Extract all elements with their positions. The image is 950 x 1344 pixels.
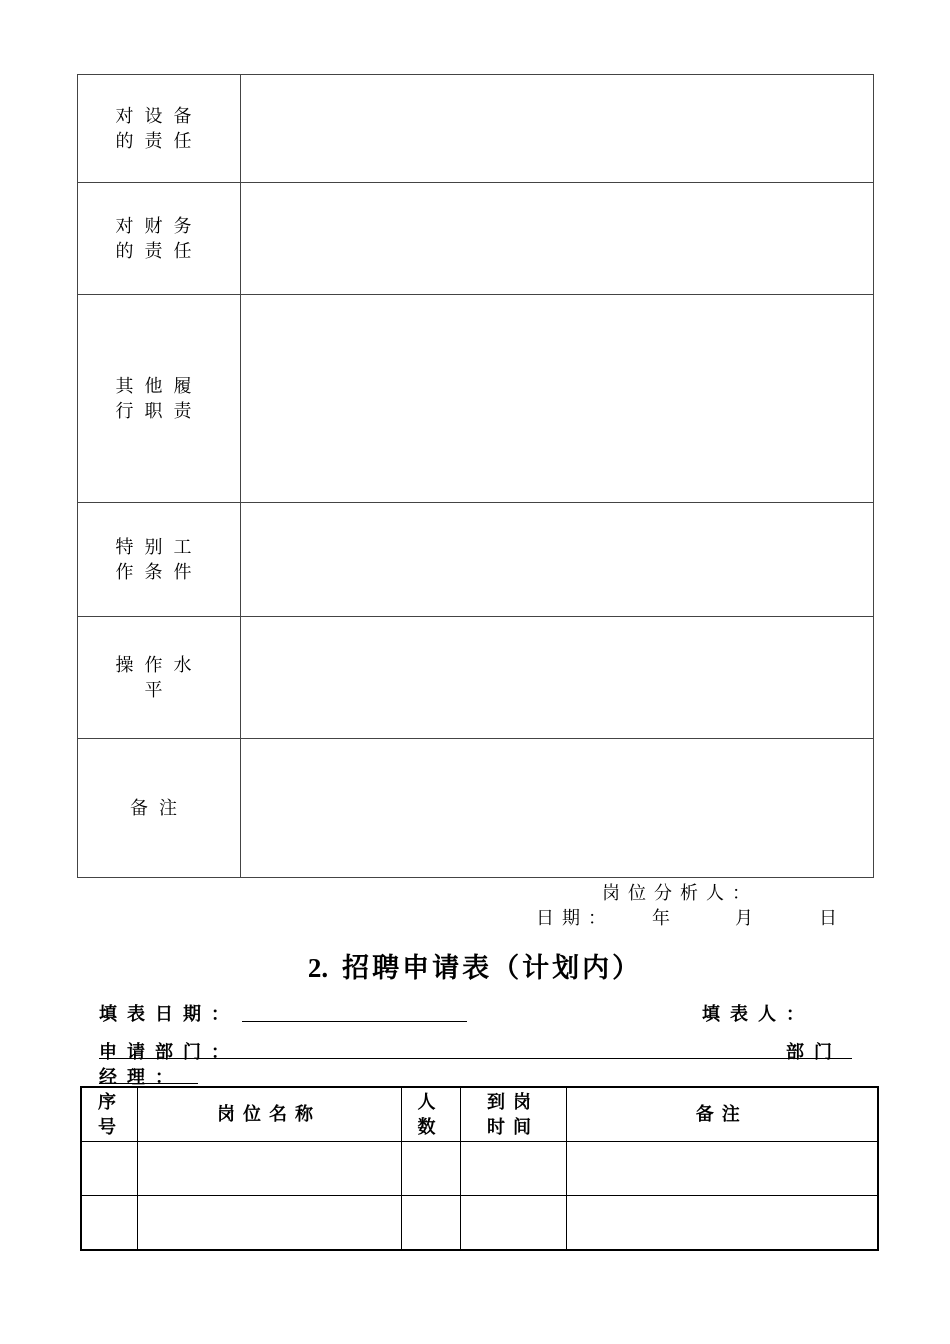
row-remarks bbox=[78, 739, 874, 878]
row-special-conditions bbox=[78, 503, 874, 617]
header-headcount bbox=[401, 1087, 460, 1142]
header-start-time bbox=[460, 1087, 566, 1142]
label-line: 其他履 bbox=[115, 375, 203, 397]
dept-manager-label: 部门 bbox=[786, 1042, 842, 1063]
date-year-label: 年 bbox=[652, 908, 678, 929]
label-line: 特别工 bbox=[115, 536, 203, 558]
filler-label: 填表人： bbox=[702, 1004, 814, 1025]
label-line: 的责任 bbox=[115, 130, 203, 152]
row-other-duties bbox=[78, 295, 874, 503]
label-line: 操作水 bbox=[115, 654, 203, 676]
table-cell[interactable] bbox=[401, 1142, 460, 1196]
table-row bbox=[81, 1142, 878, 1196]
row-value-cell[interactable] bbox=[241, 617, 874, 739]
header-line: 序 bbox=[98, 1091, 124, 1113]
form-number: 2. bbox=[307, 953, 329, 983]
header-line: 岗位名称 bbox=[217, 1104, 321, 1125]
header-line: 到岗 bbox=[487, 1091, 539, 1113]
form-title-text: 招聘申请表（计划内） bbox=[342, 953, 643, 984]
fill-date-label: 填表日期： bbox=[99, 1004, 239, 1025]
fill-date-field[interactable] bbox=[242, 1021, 467, 1022]
responsibility-table bbox=[77, 74, 874, 878]
table-cell[interactable] bbox=[137, 1142, 401, 1196]
header-serial bbox=[81, 1087, 137, 1142]
table-cell[interactable] bbox=[401, 1196, 460, 1251]
table-cell[interactable] bbox=[566, 1196, 878, 1251]
row-operation-level bbox=[78, 617, 874, 739]
header-line: 备注 bbox=[695, 1104, 748, 1125]
label-line: 的责任 bbox=[115, 240, 203, 262]
department-field[interactable] bbox=[99, 1058, 852, 1059]
table-cell[interactable] bbox=[137, 1196, 401, 1251]
header-line: 人 bbox=[417, 1091, 444, 1113]
date-month-label: 月 bbox=[735, 908, 761, 929]
table-cell[interactable] bbox=[460, 1142, 566, 1196]
table-cell[interactable] bbox=[460, 1196, 566, 1251]
row-label bbox=[78, 617, 241, 739]
row-value-cell[interactable] bbox=[241, 295, 874, 503]
row-label bbox=[78, 739, 241, 878]
dept-manager-field[interactable] bbox=[99, 1083, 198, 1084]
recruit-header-row bbox=[81, 1087, 878, 1142]
row-value-cell[interactable] bbox=[241, 183, 874, 295]
row-label bbox=[78, 75, 241, 183]
row-value-cell[interactable] bbox=[241, 739, 874, 878]
date-day-label: 日 bbox=[819, 908, 845, 929]
date-label: 日期： bbox=[536, 908, 614, 929]
row-label bbox=[78, 503, 241, 617]
row-value-cell[interactable] bbox=[241, 503, 874, 617]
header-line: 时间 bbox=[487, 1116, 539, 1138]
row-label bbox=[78, 295, 241, 503]
label-line: 对设备 bbox=[115, 105, 203, 127]
table-cell[interactable] bbox=[81, 1142, 137, 1196]
label-line: 行职责 bbox=[115, 400, 203, 422]
label-line: 作条件 bbox=[115, 561, 203, 583]
analyst-label: 岗位分析人： bbox=[602, 883, 758, 904]
department-label: 申请部门： bbox=[99, 1042, 239, 1063]
header-line: 数 bbox=[417, 1116, 444, 1138]
label-line: 平 bbox=[144, 679, 174, 701]
row-label bbox=[78, 183, 241, 295]
table-cell[interactable] bbox=[566, 1142, 878, 1196]
dept-manager-label-cont: 经理： bbox=[99, 1067, 183, 1088]
header-position bbox=[137, 1087, 401, 1142]
label-line: 对财务 bbox=[115, 215, 203, 237]
header-line: 号 bbox=[98, 1116, 124, 1138]
row-finance-responsibility bbox=[78, 183, 874, 295]
table-row bbox=[81, 1196, 878, 1251]
row-value-cell[interactable] bbox=[241, 75, 874, 183]
table-cell[interactable] bbox=[81, 1196, 137, 1251]
label-line: 备注 bbox=[130, 797, 188, 819]
row-equipment-responsibility bbox=[78, 75, 874, 183]
recruit-table bbox=[80, 1086, 879, 1251]
header-remarks bbox=[566, 1087, 878, 1142]
form-title bbox=[0, 946, 950, 985]
